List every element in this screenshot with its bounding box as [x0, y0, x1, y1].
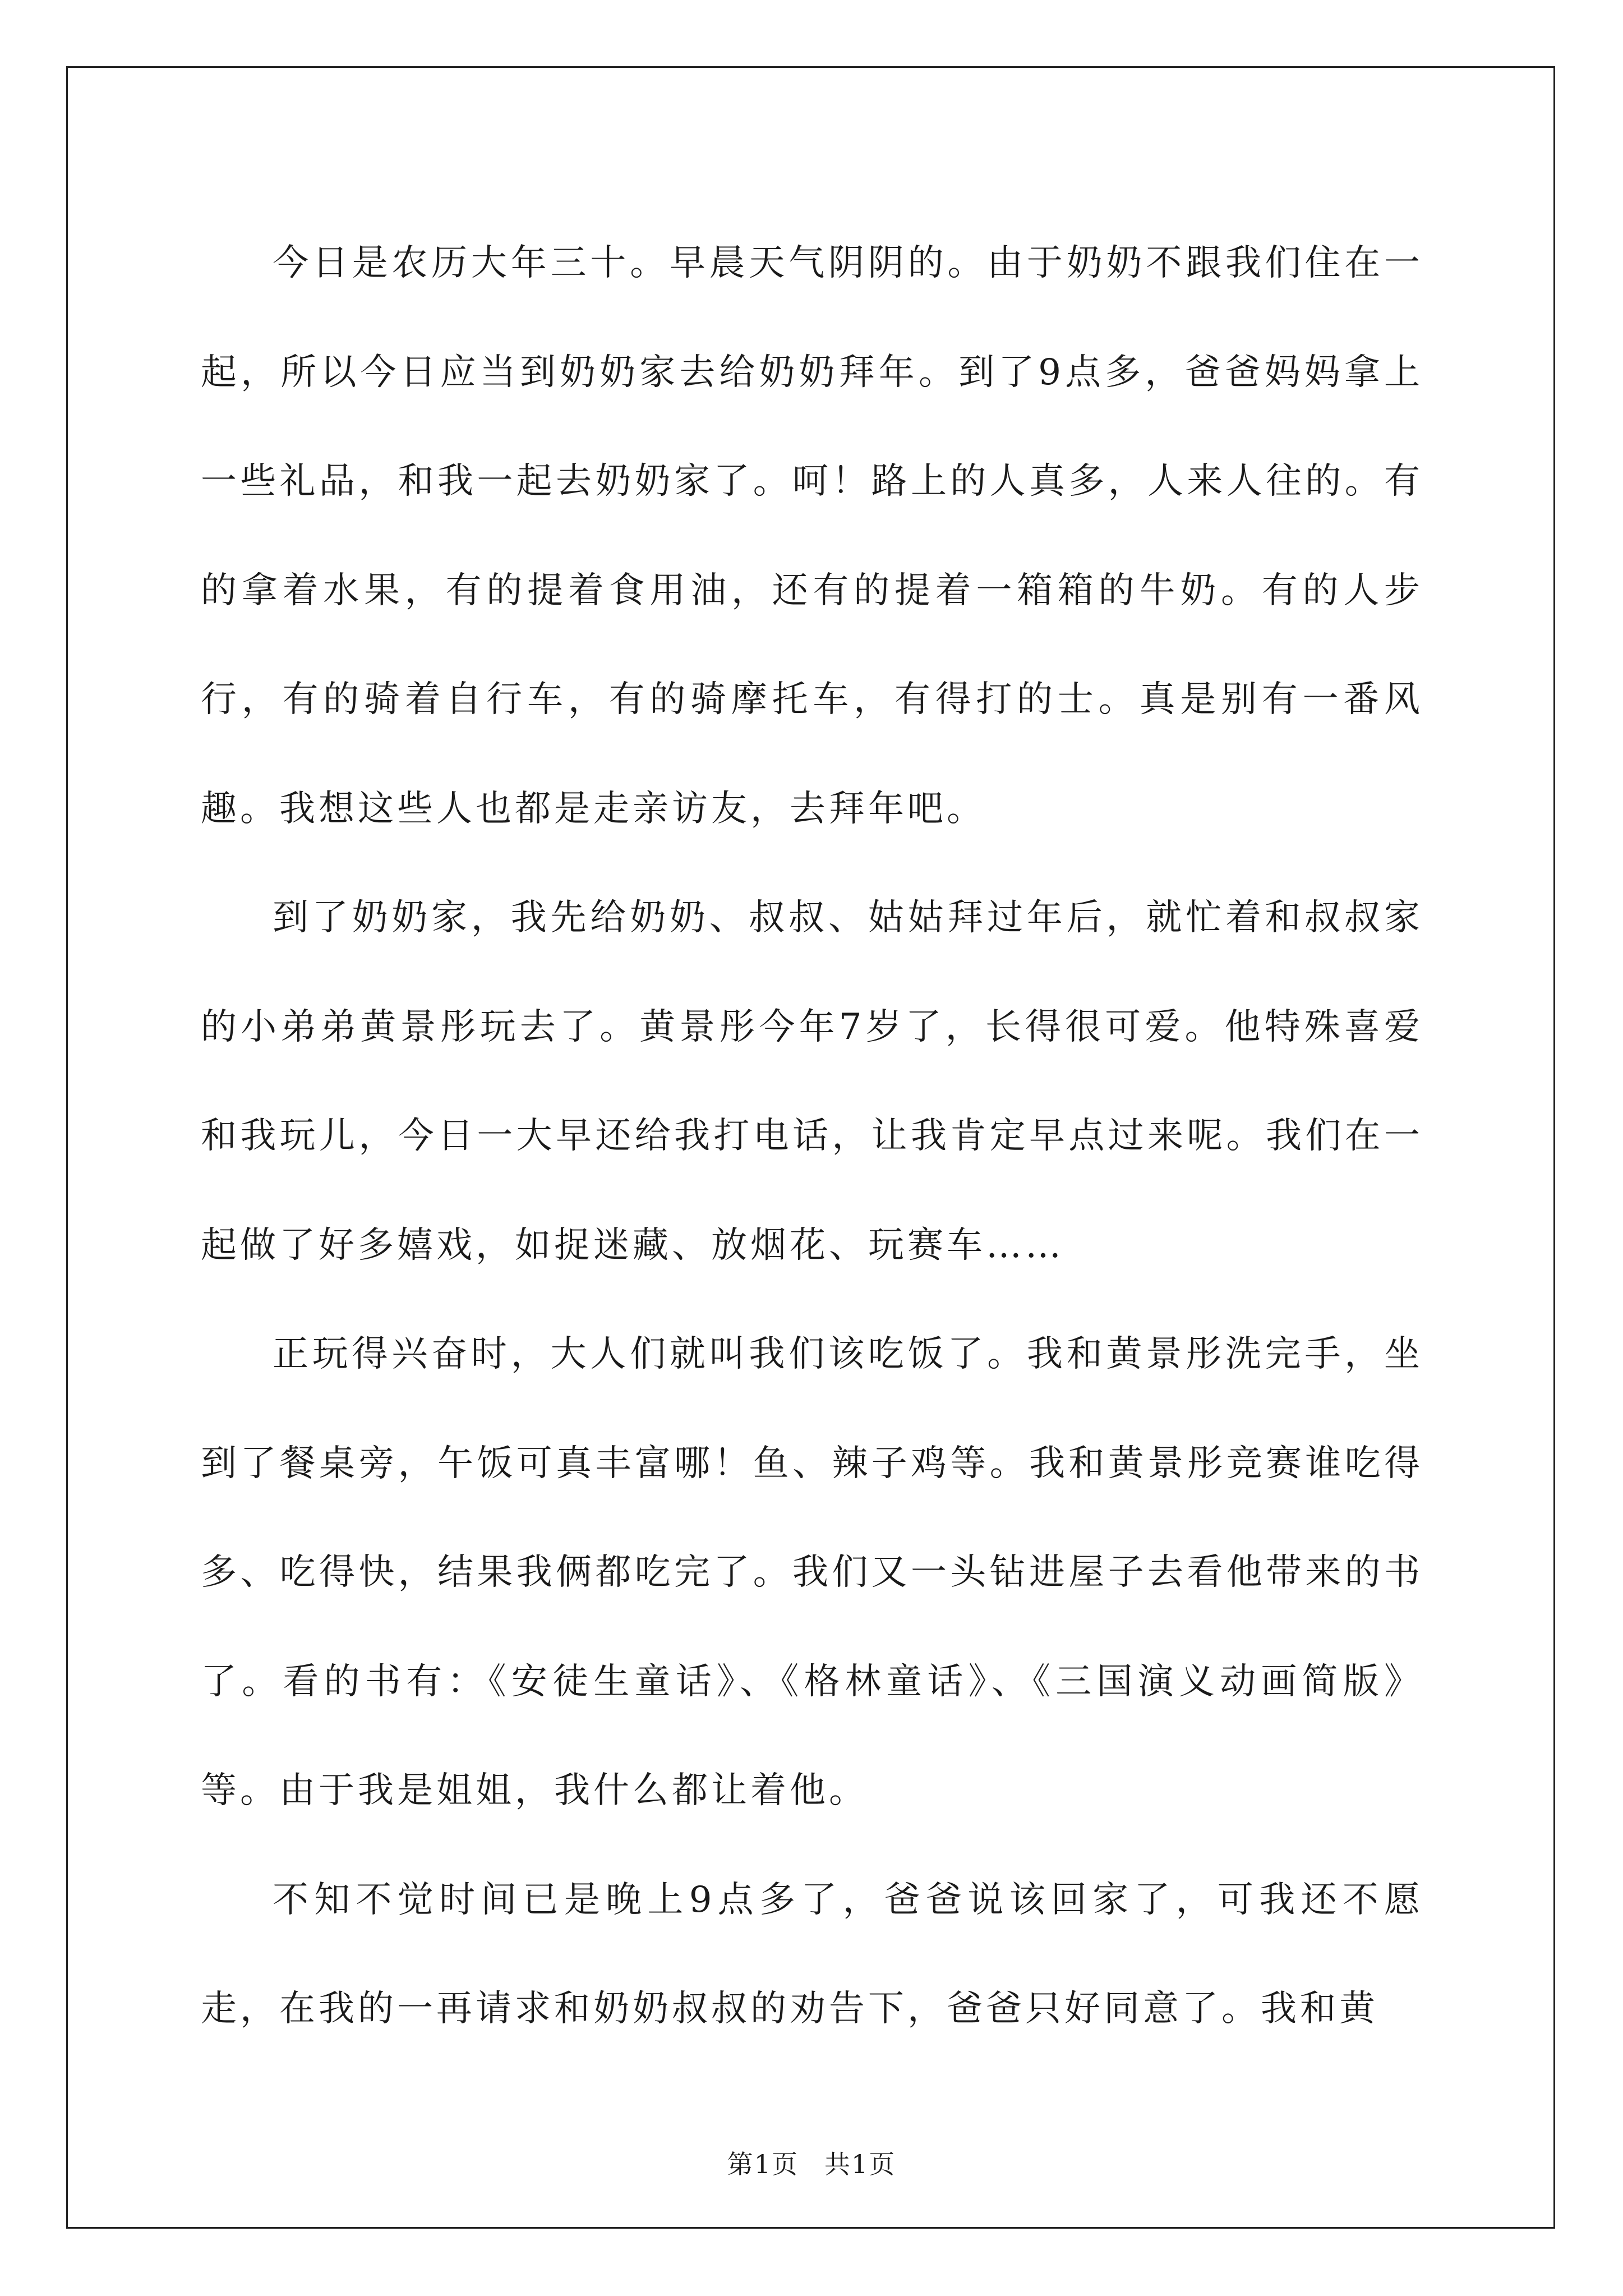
page-total: 共1页 [824, 2149, 896, 2179]
page-number: 第1页 [727, 2149, 799, 2179]
document-body [201, 209, 1423, 2064]
paragraph-4: 不知不觉时间已是晚上9点多了，爸爸说该回家了，可我还不愿走，在我的一再请求和奶奶叔叔的劝告下，爸爸只好同意了。我和黄 [201, 1879, 1423, 2030]
page-footer [0, 2147, 1623, 2181]
paragraph-3: 正玩得兴奋时，大人们就叫我们该吃饭了。我和黄景彤洗完手，坐到了餐桌旁，午饭可真丰富哪！鱼、辣子鸡等。我和黄景彤竞赛谁吃得多、吃得快，结果我俩都吃完了。我们又一头钻进屋子去看他带来的书了。看的书有：《安徒生童话》、《格林童话》、《三国演义动画简版》等。由于我是姐姐，我什么都让着他。 [201, 1333, 1423, 1811]
paragraph-2: 到了奶奶家，我先给奶奶、叔叔、姑姑拜过年后，就忙着和叔叔家的小弟弟黄景彤玩去了。黄景彤今年7岁了，长得很可爱。他特殊喜爱和我玩儿，今日一大早还给我打电话，让我肯定早点过来呢。我们在一起做了好多嬉戏，如捉迷藏、放烟花、玩赛车…… [201, 897, 1423, 1266]
paragraph-1: 今日是农历大年三十。早晨天气阴阴的。由于奶奶不跟我们住在一起，所以今日应当到奶奶家去给奶奶拜年。到了9点多，爸爸妈妈拿上一些礼品，和我一起去奶奶家了。呵！路上的人真多，人来人往的。有的拿着水果，有的提着食用油，还有的提着一箱箱的牛奶。有的人步行，有的骑着自行车，有的骑摩托车，有得打的士。真是别有一番风趣。我想这些人也都是走亲访友，去拜年吧。 [201, 242, 1423, 830]
